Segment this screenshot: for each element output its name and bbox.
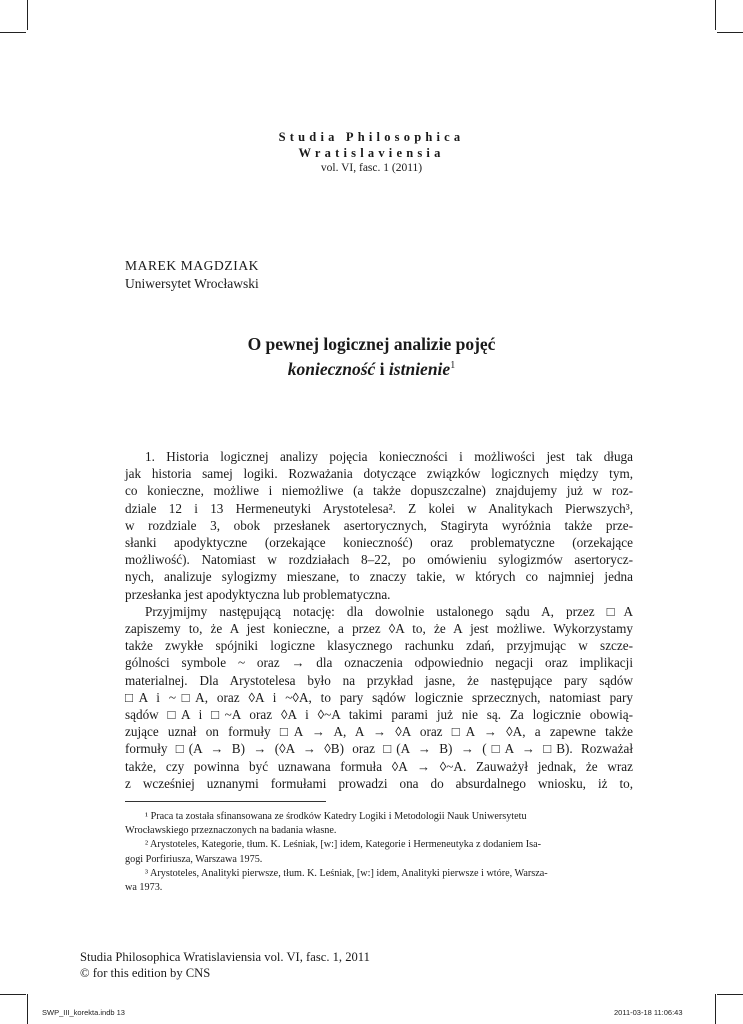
body-line: sądów □A i □~A oraz ◊A i ◊~A takimi parami już nie są. Za logicznie obowią- (125, 707, 633, 723)
article-body (125, 448, 633, 792)
crop-mark (0, 32, 26, 33)
body-line: co konieczne, możliwe i niemożliwe (a także dopuszczalne) znajdujemy już w roz- (125, 483, 633, 499)
body-line: zujące uznał on formuły □A → A, A → ◊A oraz □A → ◊A, a zapewne także (125, 724, 633, 740)
footnote-line: ³ Arystoteles, Analityki pierwsze, tłum. K. Leśniak, [w:] idem, Analityki pierwsze i wtóre, Warsza- (145, 867, 548, 879)
body-line: w rozdziale 3, obok przesłanek asertorycznych, Stagiryta wyróżnia także prze- (125, 517, 633, 533)
crop-mark (715, 994, 716, 1024)
body-line: możliwość). Natomiast w rozdziałach 8–22, po omówieniu sylogizmów asertorycz- (125, 552, 633, 568)
crop-mark (717, 32, 743, 33)
slug-datetime: 2011-03-18 11:06:43 (614, 1008, 683, 1017)
journal-title-line1: Studia Philosophica (278, 130, 465, 144)
journal-header (0, 129, 743, 176)
body-line: jak historia samej logiki. Rozważania dotyczące związków logicznych między tym, (125, 466, 633, 482)
body-line: nych, analizuje sylogizmy mieszane, to znaczy takie, w których co najmniej jedna (125, 569, 633, 585)
footnote-line: wa 1973. (125, 882, 163, 894)
article-title-line1: O pewnej logicznej analizie pojęć (247, 334, 496, 354)
body-line: słanki apodyktyczne (orzekające konieczność) oraz problematyczne (orzekające (125, 535, 633, 551)
body-line: przesłanka jest apodyktyczna lub problematyczna. (125, 586, 391, 602)
footnote-line: ² Arystoteles, Kategorie, tłum. K. Leśniak, [w:] idem, Kategorie i Hermeneutyka z dodaniem Isa- (145, 839, 541, 851)
footnote-line: ¹ Praca ta została sfinansowana ze środków Katedry Logiki i Metodologii Nauk Uniwersytetu (145, 811, 527, 822)
footnotes (125, 810, 633, 895)
body-line: z wcześniej uznanymi formułami prowadzi ona do absurdalnego wniosku, iż to, (125, 775, 633, 791)
article-title (0, 333, 743, 380)
body-line: zapiszemy to, że A jest konieczne, a przez ◊A to, że A jest możliwe. Wykorzystamy (125, 621, 633, 637)
author-block (125, 257, 259, 293)
body-line: gólności symbole ~ oraz → dla oznaczenia odpowiednio negacji oraz implikacji (125, 655, 633, 671)
title-term-1: konieczność (287, 358, 376, 379)
title-conjunction: i (375, 358, 389, 379)
footnote-line: Wrocławskiego przeznaczonych na badania własne. (125, 825, 337, 837)
journal-volume: vol. VI, fasc. 1 (2011) (320, 162, 423, 174)
footnote-rule (125, 801, 326, 802)
body-line: także, czy powinna być uznawana formuła ◊A → ◊~A. Zauważył jednak, że wraz (125, 758, 633, 774)
title-term-2: istnienie (388, 358, 451, 379)
slug-filename: SWP_III_korekta.indb 13 (42, 1008, 125, 1017)
body-line: także zwykłe spójniki logiczne klasycznego rachunku zdań, przyjmując w szcze- (125, 638, 633, 654)
crop-mark (27, 0, 28, 30)
title-footnote-mark: 1 (450, 360, 456, 371)
imprint-line1: Studia Philosophica Wratislaviensia vol. VI, fasc. 1, 2011 (80, 950, 370, 964)
crop-mark (0, 994, 26, 995)
body-line: 1. Historia logicznej analizy pojęcia konieczności i możliwości jest tak długa (145, 449, 633, 464)
article-title-line2 (0, 355, 743, 380)
journal-title-line2: Wratislaviensia (298, 146, 445, 160)
imprint (80, 949, 370, 981)
body-line: □A i ~□A, oraz ◊A i ~◊A, to pary sądów logicznie sprzecznych, natomiast pary (125, 689, 633, 705)
author-affiliation: Uniwersytet Wrocławski (125, 276, 259, 291)
imprint-line2: © for this edition by CNS (80, 966, 211, 980)
crop-mark (27, 994, 28, 1024)
crop-mark (717, 994, 743, 995)
body-line: formuły □(A → B) → (◊A → ◊B) oraz □(A → B) → (□A → □B). Rozważał (125, 741, 633, 757)
crop-mark (715, 0, 716, 30)
author-name: MAREK MAGDZIAK (125, 258, 260, 273)
body-line: materialnej. Dla Arystotelesa było na przykład jasne, że następujące pary sądów (125, 672, 633, 688)
body-line: Przyjmijmy następującą notację: dla dowolnie ustalonego sądu A, przez □A (145, 603, 633, 619)
body-line: dziale 12 i 13 Hermeneutyki Arystotelesa². Z kolei w Analitykach Pierwszych³, (125, 500, 633, 516)
footnote-line: gogi Porfiriusza, Warszawa 1975. (125, 853, 263, 865)
